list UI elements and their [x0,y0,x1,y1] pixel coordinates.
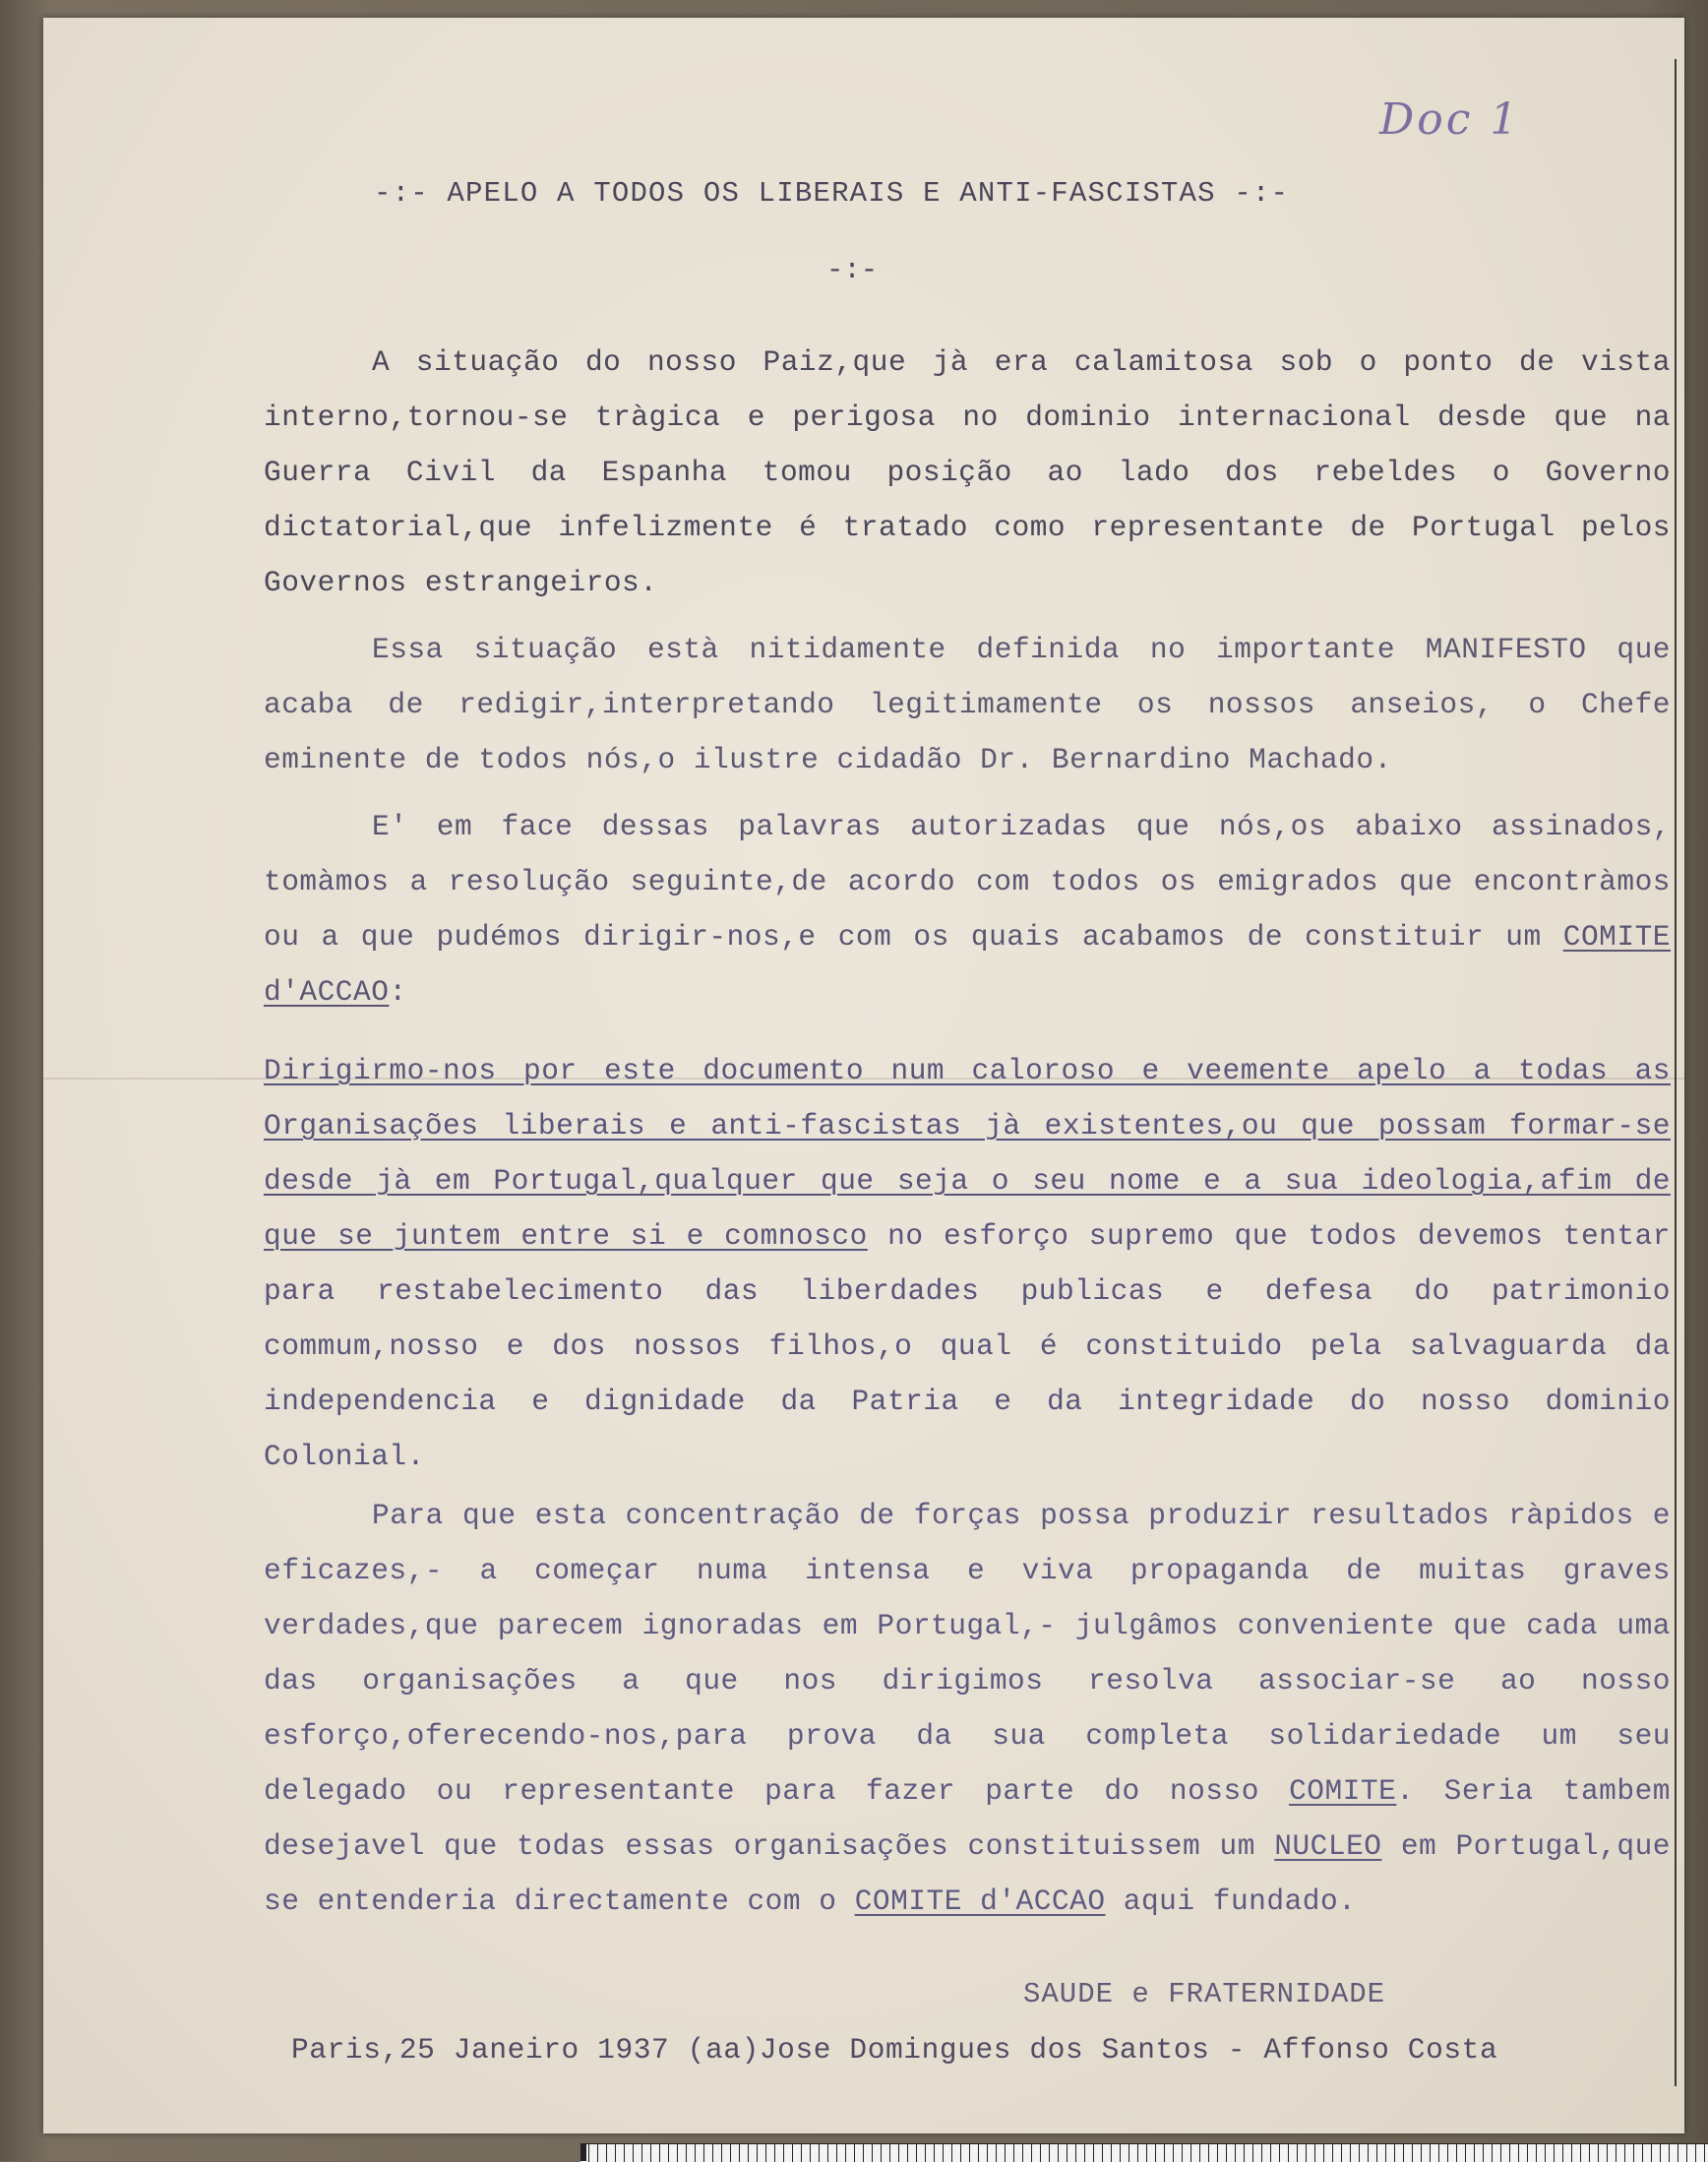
signature-line: Paris,25 Janeiro 1937 (aa)Jose Domingues dos Santos - Affonso Costa [291,2033,1498,2067]
reference-note: Doc 1 [1379,94,1521,145]
paragraph-4-underlined: Dirigirmo-nos por este documento num caloroso e veemente apelo a todas as Organisações liberais e anti-fascistas jà existentes,ou que possam formar-se desde jà em Portugal,qualquer que seja o seu nome e a sua ideologia,afim de que se juntem entre si e comnosco [264,1054,1671,1253]
paragraph-4-text: no esforço supremo que todos devemos tentar para restabelecimento das liberdades publicas e defesa do patrimonio commum,nosso e dos nossos filhos,o qual é constituido pela salvaguarda da independencia e dignidade da Patria e da integridade do nosso dominio Colonial. [264,1219,1671,1473]
paragraph-5-text-a: Para que esta concentração de forças possa produzir resultados ràpidos e eficazes,- a começar numa intensa e viva propaganda de muitas graves verdades,que parecem ignoradas em Portugal,- julgâmos conveniente que cada uma das organisações a que nos dirigimos resolva associar-se ao nosso esforço,oferecendo-nos,para prova da sua completa solidariedade um seu delegado ou representante para fazer parte do nosso [264,1499,1671,1808]
comite-accao-underlined-2: COMITE d'ACCAO [854,1884,1106,1918]
paragraph-3-text: E' em face dessas palavras autorizadas que nós,os abaixo assinados, tomàmos a resolução seguinte,de acordo com todos os emigrados que encontràmos ou a que pudémos dirigir-nos,e com os quais acabamos de constituir um [264,810,1671,954]
paragraph-5-text-c: em Portugal,que se entenderia directamente com o [264,1829,1671,1918]
paragraph-2: Essa situação està nitidamente definida no importante MANIFESTO que acaba de redigir,interpretando legitimamente os nossos anseios, o Chefe eminente de todos nós,o ilustre cidadão Dr. Bernardino Machado. [264,633,1671,776]
measurement-scale [580,2143,1708,2162]
paragraph-5-text-b: . Seria tambem desejavel que todas essas organisações constituissem um [264,1774,1671,1863]
paragraph-5-text-d: aqui fundado. [1105,1884,1357,1918]
paragraph-3 [264,799,1671,1019]
nucleo-underlined: NUCLEO [1274,1829,1382,1863]
paragraph-3-colon: : [389,975,407,1009]
title-separator: -:- [826,254,879,286]
comite-accao-underlined: COMITE d'ACCAO [264,920,1671,1009]
page-edge-mark [1675,59,1677,2086]
paragraph-5 [264,1488,1671,1929]
paragraph-1: A situação do nosso Paiz,que jà era calamitosa sob o ponto de vista interno,tornou-se tràgica e perigosa no dominio internacional desde que na Guerra Civil da Espanha tomou posição ao lado dos rebeldes o Governo dictatorial,que infelizmente é tratado como representante de Portugal pelos Governos estrangeiros. [264,345,1671,599]
document-title: -:- APELO A TODOS OS LIBERAIS E ANTI-FASCISTAS -:- [374,177,1290,210]
comite-underlined: COMITE [1289,1774,1397,1808]
measurement-scale-start [580,2143,586,2161]
closing-salutation: SAUDE e FRATERNIDADE [1023,1978,1386,2010]
paragraph-4 [264,1043,1671,1484]
